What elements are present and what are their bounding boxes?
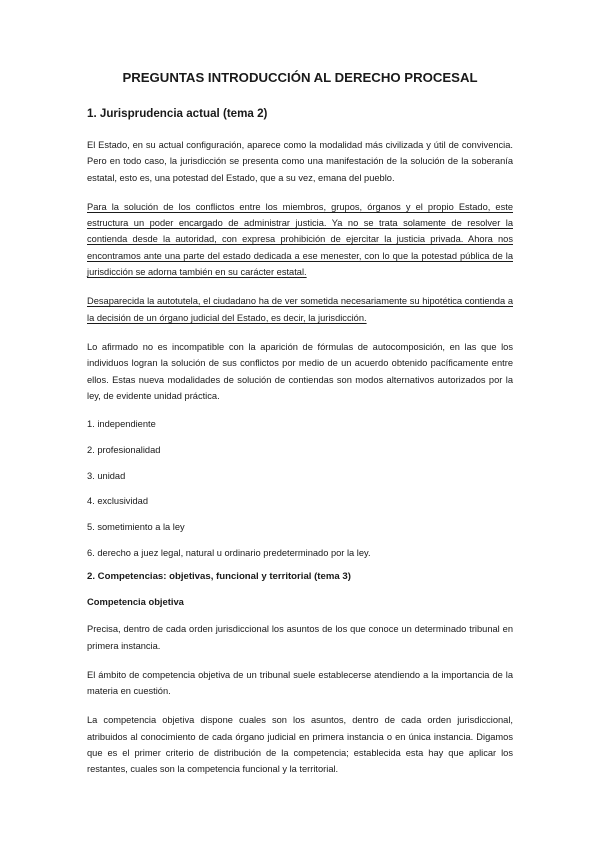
list-item-number: 4. [87, 496, 95, 507]
list-item-text: sometimiento a la ley [97, 521, 185, 532]
list-item-number: 1. [87, 419, 95, 430]
paragraph-ambito: El ámbito de competencia objetiva de un tribunal suele establecerse atendiendo a la importancia de la materia en cuestión. [87, 669, 513, 697]
list-item-text: derecho a juez legal, natural u ordinario predeterminado por la ley. [97, 547, 371, 558]
section-1-heading: 1. Jurisprudencia actual (tema 2) [87, 107, 268, 120]
list-item [87, 469, 513, 483]
paragraph-solucion-conflictos: Para la solución de los conflictos entre los miembros, grupos, órganos y el propio Estado, este estructura un poder encargado de administrar justicia. Ya no se trata solamente de resolver la contienda desde la autoridad, con expresa prohibición de ejercitar la justicia privada. Ahora nos encontramos ante una parte del estado dedicada a ese menester, con lo que la potestad pública de la jurisdicción se adorna también en su carácter estatal. [87, 201, 513, 278]
list-item-text: unidad [97, 470, 126, 481]
list-item [87, 417, 513, 431]
principles-list [87, 417, 513, 559]
list-item [87, 520, 513, 534]
document-title: PREGUNTAS INTRODUCCIÓN AL DERECHO PROCESAL [122, 70, 478, 85]
list-item [87, 443, 513, 457]
list-item-number: 2. [87, 444, 95, 455]
paragraph-autocomposicion: Lo afirmado no es incompatible con la aparición de fórmulas de autocomposición, en las que los individuos logran la solución de sus conflictos por medio de un acuerdo obtenido pacíficamente entre ellos. Estas nueva modalidades de solución de contiendas son modos alternativos autorizados por la ley, de evidente unidad práctica. [87, 341, 513, 401]
list-item-text: exclusividad [97, 496, 149, 507]
section-2-heading: 2. Competencias: objetivas, funcional y territorial (tema 3) [87, 571, 351, 583]
list-item-text: independiente [97, 419, 156, 430]
list-item [87, 546, 513, 560]
list-item-text: profesionalidad [97, 444, 161, 455]
paragraph-autotutela: Desaparecida la autotutela, el ciudadano ha de ver sometida necesariamente su hipotética contienda a la decisión de un órgano judicial del Estado, es decir, la jurisdicción. [87, 296, 513, 323]
list-item-number: 5. [87, 521, 95, 532]
subheading-competencia-objetiva: Competencia objetiva [87, 596, 184, 608]
paragraph-competencia-objetiva: La competencia objetiva dispone cuales son los asuntos, dentro de cada orden jurisdiccional, atribuidos al conocimiento de cada órgano judicial en primera instancia o en única instancia. Digamos que es el primer criterio de distribución de la competencia; establecida esta hay que aplicar los restantes, cuales son la competencia funcional y la territorial. [87, 715, 513, 775]
paragraph-precisa: Precisa, dentro de cada orden jurisdiccional los asuntos de los que conoce un determinado tribunal en primera instancia. [87, 624, 513, 651]
paragraph-estado: El Estado, en su actual configuración, aparece como la modalidad más civilizada y útil de convivencia. Pero en todo caso, la jurisdicción se presenta como una manifestación de la solución de la soberanía estatal, esto es, una potestad del Estado, que a su vez, emana del pueblo. [87, 140, 513, 183]
list-item-number: 3. [87, 470, 95, 481]
list-item-number: 6. [87, 547, 95, 558]
list-item [87, 494, 513, 508]
